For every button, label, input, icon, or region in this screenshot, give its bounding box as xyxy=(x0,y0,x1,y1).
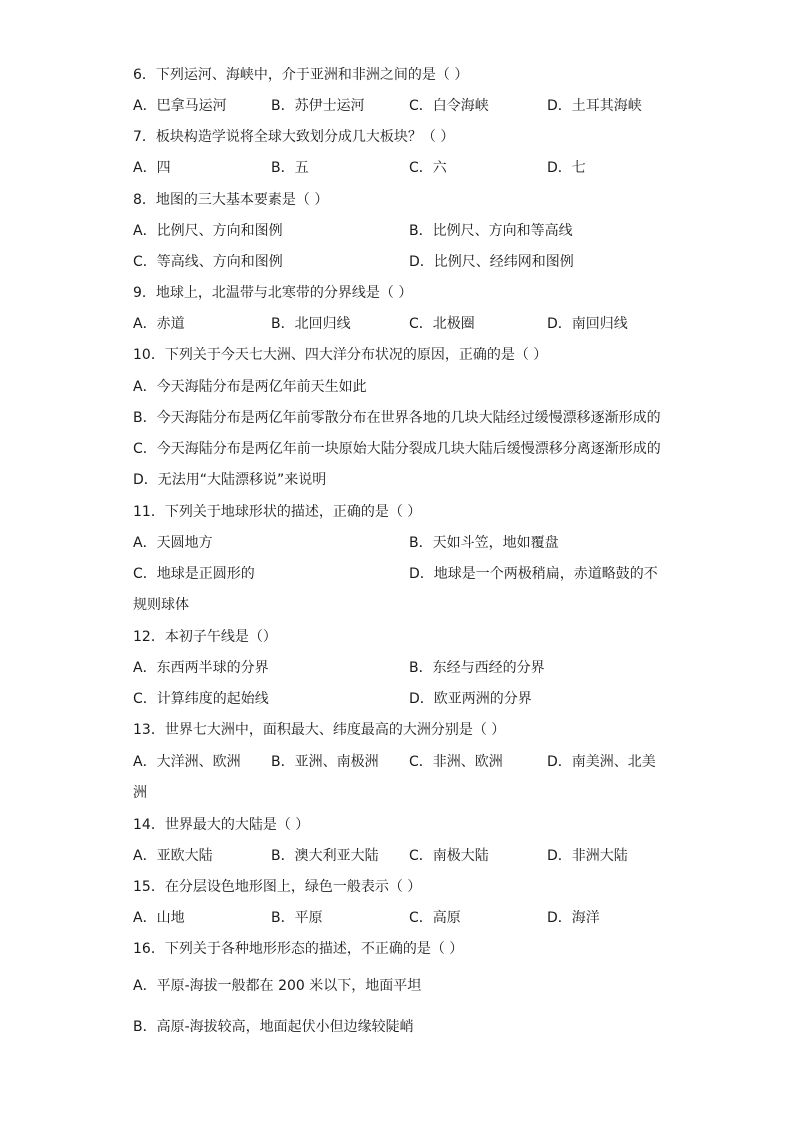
question-14-option-b: B．澳大利亚大陆 xyxy=(271,848,379,864)
question-10-option-a: A．今天海陆分布是两亿年前天生如此 xyxy=(133,379,367,395)
question-16-option-b: B．高原-海拔较高，地面起伏小但边缘较陡峭 xyxy=(133,1019,414,1035)
question-16-stem: 16．下列关于各种地形形态的描述，不正确的是（ ） xyxy=(133,941,464,957)
question-10-option-d: D．无法用“大陆漂移说”来说明 xyxy=(133,472,327,488)
question-15-option-b: B．平原 xyxy=(271,910,323,926)
question-15-option-d: D．海洋 xyxy=(547,910,600,926)
question-11-option-c: C．地球是正圆形的 xyxy=(133,566,255,582)
question-14-option-a: A．亚欧大陆 xyxy=(133,848,213,864)
question-6-option-c: C．白令海峡 xyxy=(409,98,489,114)
question-15-option-c: C．高原 xyxy=(409,910,461,926)
question-9-stem: 9．地球上，北温带与北寒带的分界线是（ ） xyxy=(133,285,413,301)
question-12-option-d: D．欧亚两洲的分界 xyxy=(409,691,532,707)
question-6-option-b: B．苏伊士运河 xyxy=(271,98,365,114)
question-6-option-d: D．土耳其海峡 xyxy=(547,98,642,114)
question-13-option-d: D．南美洲、北美 xyxy=(547,754,656,770)
question-7-option-d: D．七 xyxy=(547,160,586,176)
question-14-stem: 14．世界最大的大陆是（ ） xyxy=(133,817,310,833)
question-6-stem: 6．下列运河、海峡中，介于亚洲和非洲之间的是（ ） xyxy=(133,67,469,83)
question-9-option-c: C．北极圈 xyxy=(409,316,475,332)
question-8-option-c: C．等高线、方向和图例 xyxy=(133,254,283,270)
question-13-option-b: B．亚洲、南极洲 xyxy=(271,754,379,770)
question-14-option-d: D．非洲大陆 xyxy=(547,848,628,864)
question-8-option-a: A．比例尺、方向和图例 xyxy=(133,223,283,239)
question-14-option-c: C．南极大陆 xyxy=(409,848,489,864)
question-15-option-a: A．山地 xyxy=(133,910,185,926)
question-11-option-d-wrap: 规则球体 xyxy=(133,597,189,613)
question-7-stem: 7．板块构造学说将全球大致划分成几大板块？（ ） xyxy=(133,129,455,145)
question-8-stem: 8．地图的三大基本要素是（ ） xyxy=(133,192,329,208)
question-10-option-c: C．今天海陆分布是两亿年前一块原始大陆分裂成几块大陆后缓慢漂移分离逐渐形成的 xyxy=(133,441,661,457)
question-13-option-c: C．非洲、欧洲 xyxy=(409,754,503,770)
question-12-option-c: C．计算纬度的起始线 xyxy=(133,691,269,707)
question-11-option-b: B．天如斗笠，地如覆盘 xyxy=(409,535,559,551)
question-12-option-a: A．东西两半球的分界 xyxy=(133,660,269,676)
question-7-option-c: C．六 xyxy=(409,160,447,176)
question-7-option-b: B．五 xyxy=(271,160,309,176)
question-11-stem: 11．下列关于地球形状的描述，正确的是（ ） xyxy=(133,504,422,520)
question-16-option-a: A．平原-海拔一般都在 200 米以下，地面平坦 xyxy=(133,978,422,994)
question-13-stem: 13．世界七大洲中，面积最大、纬度最高的大洲分别是（ ） xyxy=(133,722,506,738)
question-13-option-a: A．大洋洲、欧洲 xyxy=(133,754,241,770)
question-6-option-a: A．巴拿马运河 xyxy=(133,98,227,114)
question-9-option-d: D．南回归线 xyxy=(547,316,628,332)
question-9-option-b: B．北回归线 xyxy=(271,316,351,332)
question-13-option-d-wrap: 洲 xyxy=(133,785,147,801)
question-12-stem: 12．本初子午线是（） xyxy=(133,629,277,645)
question-9-option-a: A．赤道 xyxy=(133,316,185,332)
question-11-option-d: D．地球是一个两极稍扁，赤道略鼓的不 xyxy=(409,566,658,582)
question-15-stem: 15．在分层设色地形图上，绿色一般表示（ ） xyxy=(133,879,422,895)
question-10-stem: 10．下列关于今天七大洲、四大洋分布状况的原因，正确的是（ ） xyxy=(133,347,548,363)
question-8-option-d: D．比例尺、经纬网和图例 xyxy=(409,254,574,270)
question-10-option-b: B．今天海陆分布是两亿年前零散分布在世界各地的几块大陆经过缓慢漂移逐渐形成的 xyxy=(133,410,661,426)
question-11-option-a: A．天圆地方 xyxy=(133,535,213,551)
question-12-option-b: B．东经与西经的分界 xyxy=(409,660,545,676)
question-7-option-a: A．四 xyxy=(133,160,171,176)
question-8-option-b: B．比例尺、方向和等高线 xyxy=(409,223,573,239)
